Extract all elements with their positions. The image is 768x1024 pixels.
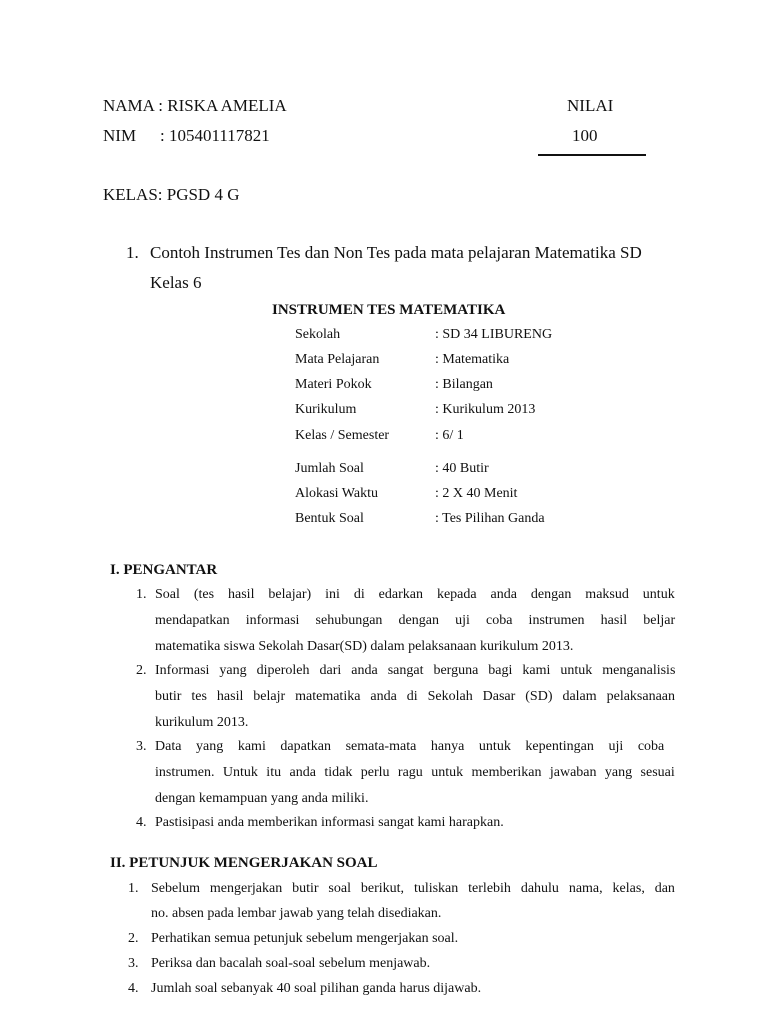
list-item-line: Periksa dan bacalah soal-soal sebelum menjawab.: [151, 956, 431, 971]
list-item-number: 1.: [128, 881, 139, 896]
nim-value: : 105401117821: [160, 126, 270, 145]
info-value: : Kurikulum 2013: [435, 402, 536, 417]
class-label: KELAS: PGSD 4 G: [103, 185, 240, 204]
question-line-2: Kelas 6: [150, 273, 202, 292]
list-item: [155, 739, 675, 817]
nim-label: NIM: [103, 126, 137, 145]
list-item-line: Jumlah soal sebanyak 40 soal pilihan ganda harus dijawab.: [151, 981, 482, 996]
list-item-line: butir tes hasil belajr matematika anda di Sekolah Dasar (SD) dalam pelaksanaan: [155, 689, 676, 704]
instrument-title: INSTRUMEN TES MATEMATIKA: [272, 302, 506, 318]
list-item-line: no. absen pada lembar jawab yang telah disediakan.: [151, 906, 442, 921]
list-item-line: Perhatikan semua petunjuk sebelum mengerjakan soal.: [151, 931, 459, 946]
list-item-number: 2.: [128, 931, 139, 946]
info-value: : Bilangan: [435, 377, 493, 392]
section-heading-petunjuk: II. PETUNJUK MENGERJAKAN SOAL: [110, 855, 378, 871]
list-item-number: 1.: [136, 587, 147, 602]
list-item: [155, 587, 675, 665]
list-item-line: Pastisipasi anda memberikan informasi sangat kami harapkan.: [155, 815, 504, 830]
info-key: Mata Pelajaran: [295, 352, 380, 367]
question-line-1: Contoh Instrumen Tes dan Non Tes pada mata pelajaran Matematika SD: [150, 243, 642, 262]
list-item-number: 3.: [128, 956, 139, 971]
list-item-line: Informasi yang diperoleh dari anda sangat berguna bagi kami untuk menganalisis: [155, 663, 676, 678]
list-item-line: mendapatkan informasi sehubungan dengan uji coba instrumen hasil beljar: [155, 613, 676, 628]
info-value: : Tes Pilihan Ganda: [435, 511, 545, 526]
list-item-line: instrumen. Untuk itu anda tidak perlu ragu untuk memberikan jawaban yang sesuai: [155, 765, 675, 780]
list-item-line: Sebelum mengerjakan butir soal berikut, tuliskan terlebih dahulu nama, kelas, dan: [151, 881, 675, 896]
info-value: : 40 Butir: [435, 461, 489, 476]
nilai-label: NILAI: [567, 96, 614, 115]
info-value: : SD 34 LIBURENG: [435, 327, 553, 342]
list-item-line: matematika siswa Sekolah Dasar(SD) dalam pelaksanaan kurikulum 2013.: [155, 639, 574, 654]
list-item-number: 2.: [136, 663, 147, 678]
list-item-line: dengan kemampuan yang anda miliki.: [155, 791, 369, 806]
info-key: Kelas / Semester: [295, 428, 390, 443]
list-item: [151, 881, 675, 931]
list-item-number: 4.: [136, 815, 147, 830]
nilai-value: 100: [572, 126, 598, 145]
student-name: NAMA : RISKA AMELIA: [103, 96, 287, 115]
score-underline: [538, 154, 646, 156]
info-value: : 2 X 40 Menit: [435, 486, 518, 501]
info-key: Alokasi Waktu: [295, 486, 378, 501]
info-key: Materi Pokok: [295, 377, 372, 392]
info-key: Bentuk Soal: [295, 511, 364, 526]
list-item-line: Data yang kami dapatkan semata-mata hanya untuk kepentingan uji coba: [155, 739, 665, 754]
list-item-number: 3.: [136, 739, 147, 754]
info-key: Jumlah Soal: [295, 461, 364, 476]
question-number: 1.: [126, 243, 139, 262]
info-key: Kurikulum: [295, 402, 357, 417]
list-item: [155, 663, 675, 741]
list-item-number: 4.: [128, 981, 139, 996]
section-heading-pengantar: I. PENGANTAR: [110, 562, 218, 578]
list-item-line: Soal (tes hasil belajar) ini di edarkan kepada anda dengan maksud untuk: [155, 587, 675, 602]
info-value: : Matematika: [435, 352, 510, 367]
list-item-line: kurikulum 2013.: [155, 715, 249, 730]
info-value: : 6/ 1: [435, 428, 464, 443]
info-key: Sekolah: [295, 327, 341, 342]
